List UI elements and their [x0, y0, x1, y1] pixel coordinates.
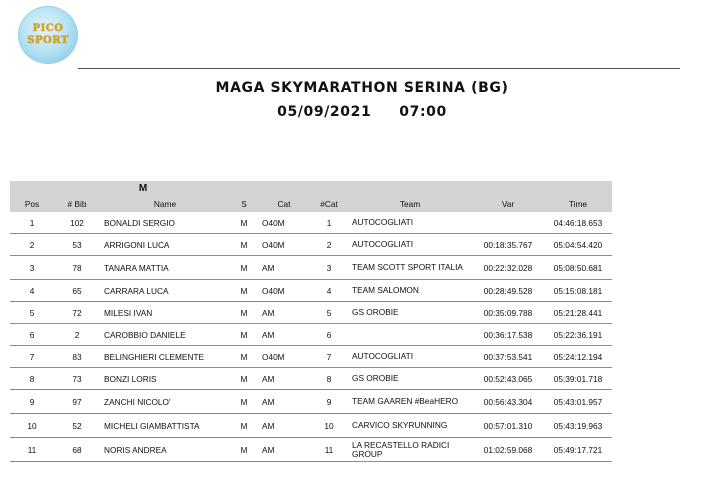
event-time: 07:00	[399, 104, 447, 120]
cell-pos: 11	[10, 438, 54, 462]
cell-var: 00:52:43.065	[472, 368, 544, 390]
cell-team: CARVICO SKYRUNNING	[348, 414, 472, 438]
cell-time: 04:46:18.653	[544, 212, 612, 234]
cell-team: GS OROBIE	[348, 302, 472, 324]
cell-name: CAROBBIO DANIELE	[100, 324, 230, 346]
table-row	[10, 346, 612, 368]
cell-var: 00:57:01.310	[472, 414, 544, 438]
cell-time: 05:15:08.181	[544, 280, 612, 302]
event-date: 05/09/2021	[277, 104, 372, 120]
cell-sex: M	[230, 346, 258, 368]
cell-var: 00:37:53.541	[472, 346, 544, 368]
event-datetime	[0, 104, 724, 120]
table-row	[10, 324, 612, 346]
cell-var: 00:28:49.528	[472, 280, 544, 302]
cell-cat: O40M	[258, 280, 310, 302]
cell-cat: O40M	[258, 212, 310, 234]
table-row	[10, 302, 612, 324]
cell-bib: 68	[54, 438, 100, 462]
cell-sex: M	[230, 280, 258, 302]
cell-team: TEAM GAAREN #BeaHERO	[348, 390, 472, 414]
cell-team	[348, 324, 472, 346]
cell-time: 05:21:28.441	[544, 302, 612, 324]
cell-var: 01:02:59.068	[472, 438, 544, 462]
table-row	[10, 438, 612, 462]
cell-team: AUTOCOGLIATI	[348, 346, 472, 368]
cell-bib: 83	[54, 346, 100, 368]
cell-bib: 72	[54, 302, 100, 324]
col-var: Var	[472, 195, 544, 212]
cell-bib: 52	[54, 414, 100, 438]
table-row	[10, 414, 612, 438]
cell-time: 05:43:01.957	[544, 390, 612, 414]
cell-pos: 7	[10, 346, 54, 368]
cell-pos: 4	[10, 280, 54, 302]
cell-sex: M	[230, 324, 258, 346]
cell-var: 00:35:09.788	[472, 302, 544, 324]
cell-sex: M	[230, 256, 258, 280]
cell-ncat: 3	[310, 256, 348, 280]
event-title: MAGA SKYMARATHON SERINA (BG)	[215, 80, 509, 96]
cell-name: MILESI IVAN	[100, 302, 230, 324]
table-row	[10, 256, 612, 280]
cell-name: MICHELI GIAMBATTISTA	[100, 414, 230, 438]
cell-pos: 10	[10, 414, 54, 438]
cell-ncat: 10	[310, 414, 348, 438]
cell-name: TANARA MATTIA	[100, 256, 230, 280]
table-row	[10, 368, 612, 390]
cell-ncat: 1	[310, 212, 348, 234]
cell-ncat: 6	[310, 324, 348, 346]
cell-bib: 78	[54, 256, 100, 280]
cell-name: ARRIGONI LUCA	[100, 234, 230, 256]
cell-ncat: 5	[310, 302, 348, 324]
cell-bib: 97	[54, 390, 100, 414]
cell-sex: M	[230, 438, 258, 462]
cell-cat: AM	[258, 302, 310, 324]
cell-ncat: 8	[310, 368, 348, 390]
cell-team: TEAM SALOMON	[348, 280, 472, 302]
cell-cat: AM	[258, 438, 310, 462]
cell-var	[472, 212, 544, 234]
cell-name: CARRARA LUCA	[100, 280, 230, 302]
results-table	[10, 181, 612, 462]
cell-time: 05:22:36.191	[544, 324, 612, 346]
cell-name: BELINGHIERI CLEMENTE	[100, 346, 230, 368]
cell-time: 05:43:19.963	[544, 414, 612, 438]
cell-bib: 53	[54, 234, 100, 256]
cell-pos: 6	[10, 324, 54, 346]
cell-cat: O40M	[258, 346, 310, 368]
cell-ncat: 9	[310, 390, 348, 414]
cell-sex: M	[230, 212, 258, 234]
header-divider	[78, 68, 680, 69]
cell-cat: AM	[258, 390, 310, 414]
cell-pos: 3	[10, 256, 54, 280]
col-bib: # Bib	[54, 195, 100, 212]
cell-name: BONALDI SERGIO	[100, 212, 230, 234]
logo-text-line2: SPORT	[27, 35, 69, 46]
cell-var: 00:18:35.767	[472, 234, 544, 256]
category-header-row	[10, 181, 612, 195]
cell-team: AUTOCOGLIATI	[348, 234, 472, 256]
col-pos: Pos	[10, 195, 54, 212]
cell-cat: AM	[258, 414, 310, 438]
cell-cat: AM	[258, 368, 310, 390]
cell-name: BONZI LORIS	[100, 368, 230, 390]
cell-time: 05:08:50.681	[544, 256, 612, 280]
category-label	[10, 181, 612, 195]
cell-var: 00:36:17.538	[472, 324, 544, 346]
cell-pos: 1	[10, 212, 54, 234]
cell-time: 05:39:01.718	[544, 368, 612, 390]
cell-time: 05:24:12.194	[544, 346, 612, 368]
cell-var: 00:56:43.304	[472, 390, 544, 414]
col-time: Time	[544, 195, 612, 212]
col-sex: S	[230, 195, 258, 212]
table-row	[10, 234, 612, 256]
cell-bib: 65	[54, 280, 100, 302]
cell-ncat: 4	[310, 280, 348, 302]
cell-name: NORIS ANDREA	[100, 438, 230, 462]
cell-name: ZANCHI NICOLO'	[100, 390, 230, 414]
cell-pos: 9	[10, 390, 54, 414]
cell-ncat: 7	[310, 346, 348, 368]
cell-var: 00:22:32.028	[472, 256, 544, 280]
pico-sport-logo	[18, 6, 78, 64]
table-row	[10, 280, 612, 302]
cell-sex: M	[230, 234, 258, 256]
category-text: M	[138, 182, 148, 194]
cell-team: AUTOCOGLIATI	[348, 212, 472, 234]
cell-ncat: 11	[310, 438, 348, 462]
cell-bib: 73	[54, 368, 100, 390]
cell-time: 05:49:17.721	[544, 438, 612, 462]
cell-team: TEAM SCOTT SPORT ITALIA	[348, 256, 472, 280]
column-header-row	[10, 195, 612, 212]
cell-pos: 5	[10, 302, 54, 324]
cell-bib: 102	[54, 212, 100, 234]
cell-pos: 8	[10, 368, 54, 390]
cell-team: GS OROBIE	[348, 368, 472, 390]
table-row	[10, 390, 612, 414]
cell-ncat: 2	[310, 234, 348, 256]
cell-cat: AM	[258, 256, 310, 280]
cell-sex: M	[230, 368, 258, 390]
col-ncat: #Cat	[310, 195, 348, 212]
col-team: Team	[348, 195, 472, 212]
cell-sex: M	[230, 390, 258, 414]
cell-team: LA RECASTELLO RADICI GROUP	[348, 438, 472, 462]
logo-text-line1: PICO	[32, 23, 64, 34]
cell-pos: 2	[10, 234, 54, 256]
table-row	[10, 212, 612, 234]
cell-sex: M	[230, 302, 258, 324]
cell-cat: O40M	[258, 234, 310, 256]
cell-sex: M	[230, 414, 258, 438]
cell-bib: 2	[54, 324, 100, 346]
cell-cat: AM	[258, 324, 310, 346]
cell-time: 05:04:54.420	[544, 234, 612, 256]
col-cat: Cat	[258, 195, 310, 212]
col-name: Name	[100, 195, 230, 212]
